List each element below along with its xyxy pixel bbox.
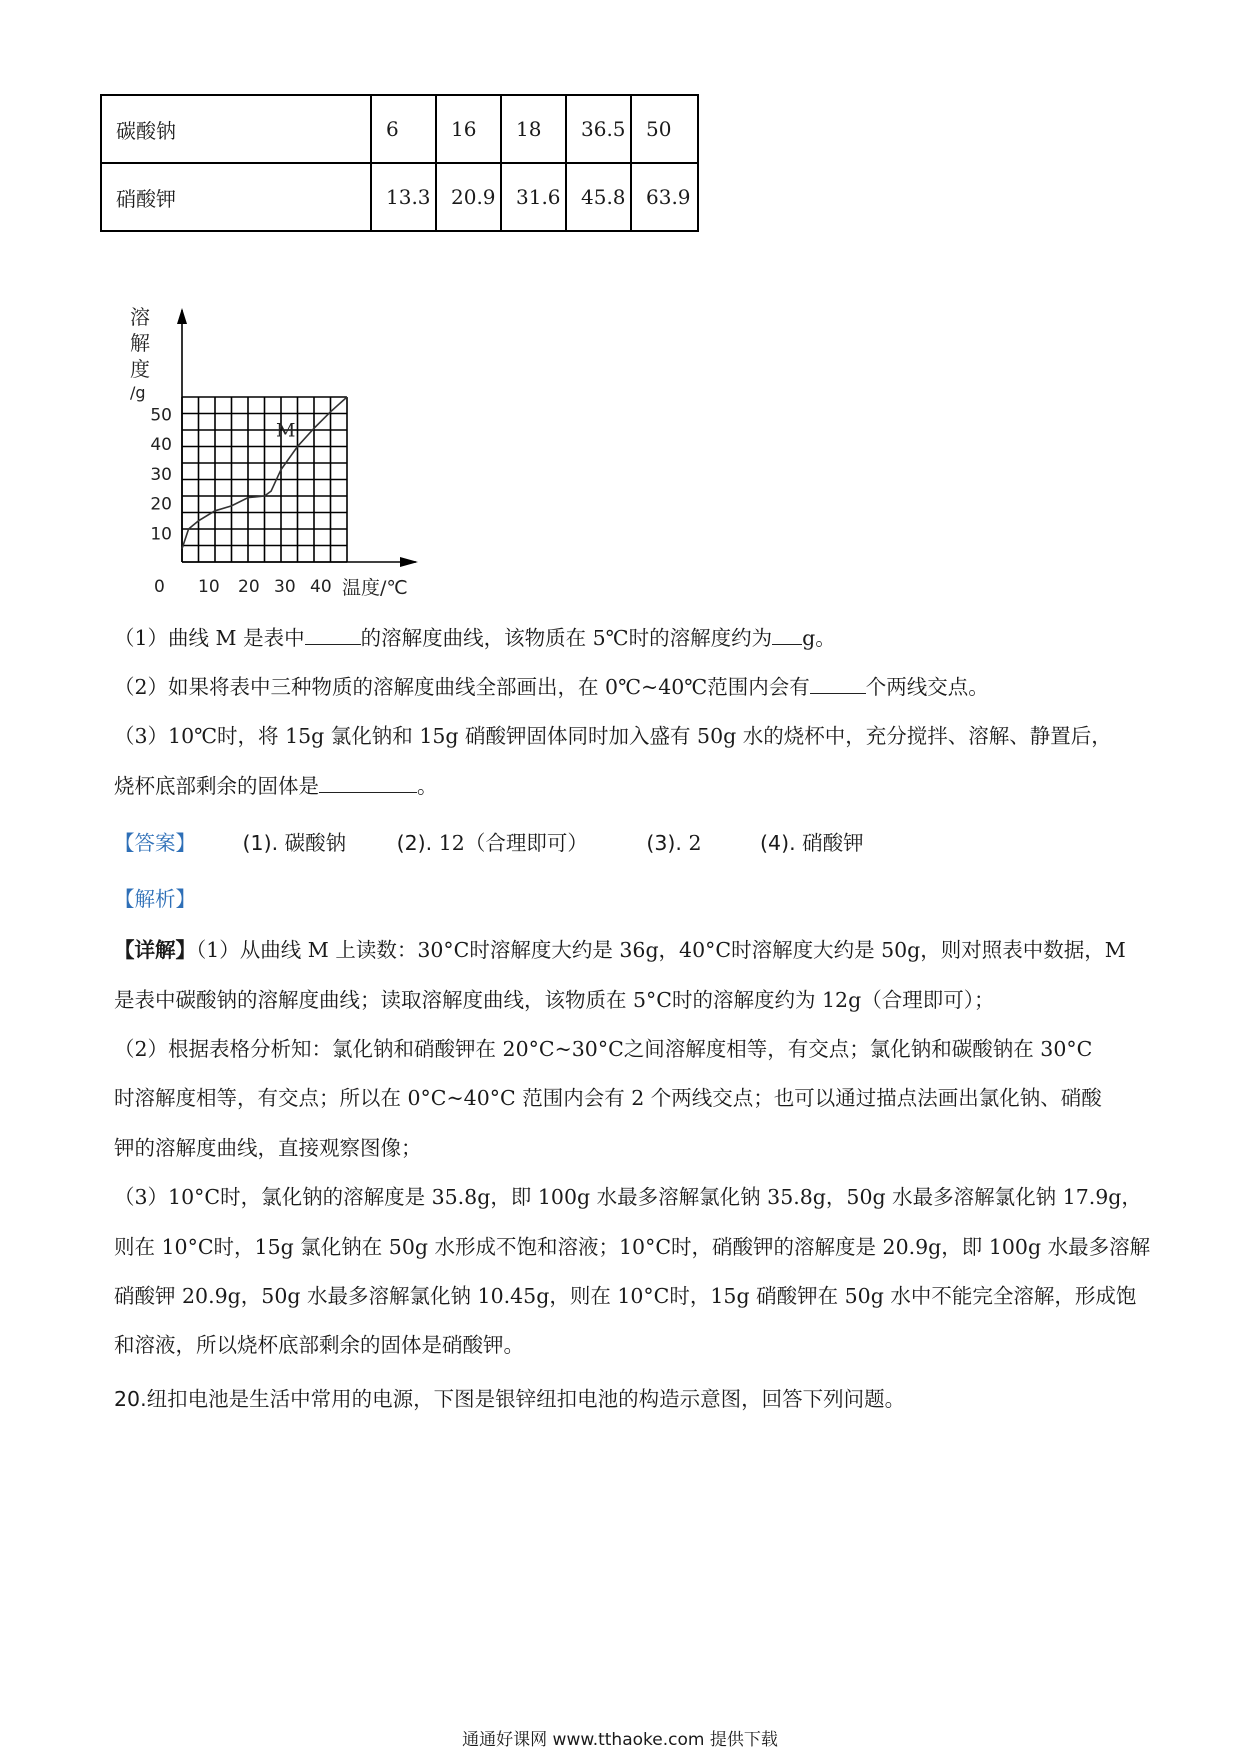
q3-blank <box>319 770 417 793</box>
analysis-text: 则在 10°C时，15g 氯化钠在 50g 水形成不饱和溶液；10°C时，硝酸钾的溶解度是 20.9g，即 100g 水最多溶解 <box>114 1235 1151 1259</box>
solubility-value-cell: 63.9 <box>631 163 698 231</box>
x-tick-label: 0 <box>154 577 165 597</box>
question-2 <box>114 671 989 702</box>
y-tick-label: 30 <box>150 464 172 485</box>
q1-text-c: g。 <box>802 626 836 650</box>
y-tick-label: 20 <box>150 494 172 515</box>
y-axis-label-char: 溶 <box>130 305 150 329</box>
analysis-tag: 【解析】 <box>114 887 196 911</box>
analysis-text: 是表中碳酸钠的溶解度曲线；读取溶解度曲线，该物质在 5°C时的溶解度约为 12g（合理即可）； <box>114 988 995 1012</box>
y-tick-label: 50 <box>150 405 172 426</box>
table-row <box>101 163 698 231</box>
analysis-line <box>114 1182 1142 1212</box>
q3-text-a: 烧杯底部剩余的固体是 <box>114 774 319 798</box>
table-row <box>101 95 698 163</box>
solubility-value-cell: 16 <box>436 95 501 163</box>
q1-blank-2 <box>772 622 802 645</box>
x-tick-label: 20 <box>238 577 260 597</box>
y-axis-label-char: /g <box>130 383 146 402</box>
analysis-text: （2）根据表格分析知：氯化钠和硝酸钾在 20°C~30°C之间溶解度相等，有交点；氯化钠和碳酸钠在 30°C <box>114 1037 1093 1061</box>
analysis-text: 和溶液，所以烧杯底部剩余的固体是硝酸钾。 <box>114 1333 524 1357</box>
solubility-value-cell: 18 <box>501 95 566 163</box>
x-axis-label: 温度/℃ <box>342 577 408 599</box>
y-tick-label: 10 <box>150 524 172 545</box>
analysis-line <box>114 1232 1150 1262</box>
y-tick-label: 40 <box>150 435 172 456</box>
x-tick-label: 40 <box>310 577 332 597</box>
substance-name-cell: 硝酸钾 <box>101 163 371 231</box>
answer-2-text: 12（合理即可） <box>438 831 588 855</box>
solubility-value-cell: 6 <box>371 95 436 163</box>
x-axis-arrow <box>400 557 418 567</box>
x-tick-label: 30 <box>274 577 296 597</box>
analysis-text: 硝酸钾 20.9g，50g 水最多溶解氯化钠 10.45g，则在 10°C时，15g 硝酸钾在 50g 水中不能完全溶解，形成饱 <box>114 1284 1137 1308</box>
detail-tag: 【详解】 <box>114 938 196 962</box>
solubility-value-cell: 36.5 <box>566 95 631 163</box>
analysis-text: （1）从曲线 M 上读数：30°C时溶解度大约是 36g，40°C时溶解度大约是 50g，则对照表中数据，M <box>196 938 1126 962</box>
solubility-value-cell: 50 <box>631 95 698 163</box>
question-20: 20.纽扣电池是生活中常用的电源，下图是银锌纽扣电池的构造示意图，回答下列问题。 <box>114 1387 906 1411</box>
solubility-value-cell: 31.6 <box>501 163 566 231</box>
analysis-line <box>114 1083 1102 1113</box>
page-footer: 通通好课网 www.tthaoke.com 提供下载 <box>462 1730 778 1750</box>
answer-1: (1). 碳酸钠 <box>242 831 347 855</box>
answer-line <box>114 828 864 858</box>
solubility-value-cell: 20.9 <box>436 163 501 231</box>
y-axis-arrow <box>177 308 187 324</box>
question-3-line-2 <box>114 770 438 801</box>
analysis-line <box>114 1133 422 1163</box>
q1-text-b: 的溶解度曲线，该物质在 5℃时的溶解度约为 <box>360 626 773 650</box>
q2-text-a: （2）如果将表中三种物质的溶解度曲线全部画出，在 0℃~40℃范围内会有 <box>114 675 810 699</box>
substance-name-cell: 碳酸钠 <box>101 95 371 163</box>
solubility-table <box>100 94 699 232</box>
analysis-line <box>114 1330 524 1360</box>
answer-3-num: (3). <box>646 831 682 855</box>
question-1 <box>114 622 836 653</box>
answer-3-text: 2 <box>688 831 702 855</box>
solubility-value-cell: 45.8 <box>566 163 631 231</box>
answer-4: (4). 硝酸钾 <box>760 831 864 855</box>
analysis-text: （3）10°C时，氯化钠的溶解度是 35.8g，即 100g 水最多溶解氯化钠 35.8g，50g 水最多溶解氯化钠 17.9g， <box>114 1185 1142 1209</box>
y-axis-label-char: 度 <box>130 357 150 381</box>
answer-2-num: (2). <box>396 831 433 855</box>
answer-tag: 【答案】 <box>114 831 196 855</box>
question-3-line-1: （3）10℃时，将 15g 氯化钠和 15g 硝酸钾固体同时加入盛有 50g 水的烧杯中，充分搅拌、溶解、静置后， <box>114 724 1112 748</box>
solubility-value-cell: 13.3 <box>371 163 436 231</box>
x-tick-label: 10 <box>198 577 220 597</box>
q2-blank <box>810 671 866 694</box>
curve-label: M <box>276 419 296 442</box>
analysis-text: 钾的溶解度曲线，直接观察图像； <box>114 1136 422 1160</box>
solubility-chart <box>116 300 446 600</box>
analysis-text: 时溶解度相等，有交点；所以在 0°C~40°C 范围内会有 2 个两线交点；也可以通过描点法画出氯化钠、硝酸 <box>114 1086 1102 1110</box>
analysis-line <box>114 1034 1092 1064</box>
y-axis-label-char: 解 <box>130 331 150 355</box>
q1-blank-1 <box>305 622 361 645</box>
q3-text-b: 。 <box>417 774 438 798</box>
q2-text-b: 个两线交点。 <box>865 675 989 699</box>
analysis-line <box>114 1281 1136 1311</box>
analysis-line <box>114 935 1126 965</box>
q1-text-a: （1）曲线 M 是表中 <box>114 626 305 650</box>
analysis-line <box>114 985 994 1015</box>
